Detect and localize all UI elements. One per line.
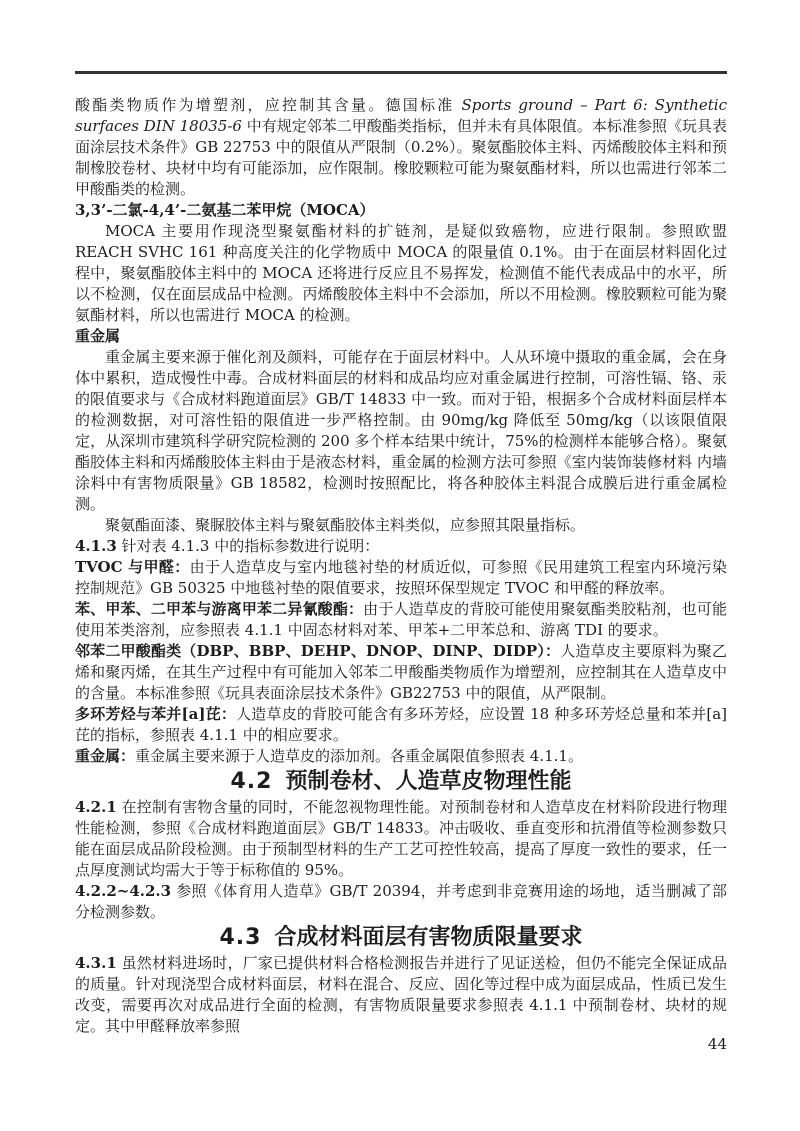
text-run: 由于人造草皮与室内地毯衬垫的材质近似，可参照《民用建筑工程室内环境污染控制规范》GB 50325 中地毯衬垫的限值要求，按照环保型规定 TVOC 和甲醛的释放率。: [75, 558, 727, 597]
paragraph-4-3-1: [75, 953, 727, 1037]
header-rule: [75, 71, 727, 74]
clause-number: 4.2.1: [75, 798, 117, 816]
section-number: 4.2: [230, 769, 273, 794]
section-heading-4-3: [75, 923, 727, 953]
text-run: 人造草皮的背胶可能含有多环芳烃，应设置 18 种多环芳烃总量和苯并[a]芘的指标，参照表 4.1.1 中的相应要求。: [75, 705, 727, 744]
text-run: 虽然材料进场时，厂家已提供材料合格检测报告并进行了见证送检，但仍不能完全保证成品的质量。针对现浇型合成材料面层，材料在混合、反应、固化等过程中成为面层成品，性质已发生改变，需要再次对成品进行全面的检测，有害物质限量要求参照表 4.1.1 中预制卷材、块材的规定。其中甲醛释放率参照: [75, 954, 727, 1035]
document-body: [75, 95, 727, 1037]
text-run: 重金属主要来源于人造草皮的添加剂。各重金属限值参照表 4.1.1。: [135, 747, 583, 765]
term-label: 多环芳烃与苯并[a]芘：: [75, 705, 237, 723]
text-run: 人造草皮主要原料为聚乙烯和聚丙烯，在其生产过程中有可能加入邻苯二甲酸酯类物质作为增塑剂，应控制其在人造草皮中的含量。本标准参照《玩具表面涂层技术条件》GB22753 中的限值，从严限制。: [75, 642, 727, 702]
paragraph-4-2-2: [75, 881, 727, 923]
text-run: 酸酯类物质作为增塑剂，应控制其含量。德国标准: [75, 96, 462, 114]
term-label: 苯、甲苯、二甲苯与游离甲苯二异氰酸酯：: [75, 600, 364, 618]
section-title: 预制卷材、人造草皮物理性能: [285, 769, 572, 794]
text-run-italic-standard-title: Sports ground – Part 6: Synthetic surfaces DIN 18035-6: [75, 96, 727, 135]
text-run: 针对表 4.1.3 中的指标参数进行说明：: [116, 537, 380, 555]
clause-number: 4.2.2~4.2.3: [75, 882, 172, 900]
section-title: 合成材料面层有害物质限量要求: [274, 925, 583, 950]
paragraph-moca: MOCA 主要用作现浇型聚氨酯材料的扩链剂，是疑似致癌物，应进行限制。参照欧盟 REACH SVHC 161 种高度关注的化学物质中 MOCA 的限量值 0.1%。由于在面层材料固化过程中，聚氨酯胶体主料中的 MOCA 还将进行反应且不易挥发，检测值不能代表成品中的水平，所以不检测，仅在面层成品中检测。丙烯酸胶体主料中不会添加，所以不用检测。橡胶颗粒可能为聚氨酯材料，所以也需进行 MOCA 的检测。: [75, 222, 727, 324]
section-heading-4-2: [75, 767, 727, 797]
term-label: 邻苯二甲酸酯类（DBP、BBP、DEHP、DNOP、DINP、DIDP）：: [75, 642, 561, 660]
paragraph-4-2-1: [75, 797, 727, 881]
text-run: 在控制有害物含量的同时，不能忽视物理性能。对预制卷材和人造草皮在材料阶段进行物理性能检测，参照《合成材料跑道面层》GB/T 14833。冲击吸收、垂直变形和抗滑值等检测参数只能在面层成品阶段检测。由于预制型材料的生产工艺可控性较高，提高了厚度一致性的要求，任一点厚度测试均需大于等于标称值的 95%。: [75, 798, 727, 879]
heading-moca: 3,3’-二氯-4,4’-二氨基二苯甲烷（MOCA）: [75, 201, 375, 219]
text-run: 由于人造草皮的背胶可能使用聚氨酯类胶粘剂，也可能使用苯类溶剂，应参照表 4.1.1 中固态材料对苯、甲苯+二甲苯总和、游离 TDI 的要求。: [75, 600, 727, 639]
paragraph-phthalate-types: [75, 641, 727, 704]
clause-number: 4.1.3: [75, 537, 117, 555]
heading-heavy-metals: 重金属: [75, 327, 121, 345]
page-number: 44: [707, 1035, 727, 1053]
term-label: TVOC 与甲醛：: [75, 558, 190, 576]
paragraph-tvoc-formaldehyde: [75, 557, 727, 599]
section-number: 4.3: [219, 925, 262, 950]
paragraph-heavy-metals-2: 聚氨酯面漆、聚脲胶体主料与聚氨酯胶体主料类似，应参照其限量指标。: [105, 516, 586, 534]
paragraph-4-1-3: [75, 536, 727, 557]
paragraph-benzene-toluene: [75, 599, 727, 641]
text-run: 参照《体育用人造草》GB/T 20394，并考虑到非竞赛用途的场地，适当删减了部分检测参数。: [75, 882, 727, 921]
paragraph-pah-benzopyrene: [75, 704, 727, 746]
paragraph-heavy-metals-3: [75, 746, 727, 767]
paragraph-phthalates-continued: [75, 95, 727, 200]
text-run: 中有规定邻苯二甲酸酯类指标，但并未有具体限值。本标准参照《玩具表面涂层技术条件》GB 22753 中的限值从严限制（0.2%）。聚氨酯胶体主料、丙烯酸胶体主料和预制橡胶卷材、块材中均有可能添加，应作限制。橡胶颗粒可能为聚氨酯材料，所以也需进行邻苯二甲酸酯类的检测。: [75, 117, 727, 198]
paragraph-heavy-metals-1: 重金属主要来源于催化剂及颜料，可能存在于面层材料中。人从环境中摄取的重金属，会在身体中累积，造成慢性中毒。合成材料面层的材料和成品均应对重金属进行控制，可溶性镉、铬、汞的限值要求与《合成材料跑道面层》GB/T 14833 中一致。而对于铅，根据多个合成材料面层样本的检测数据，对可溶性铅的限值进一步严格控制。由 90mg/kg 降低至 50mg/kg（以该限值限定，从深圳市建筑科学研究院检测的 200 多个样本结果中统计，75%的检测样本能够合格）。聚氨酯胶体主料和丙烯酸胶体主料由于是液态材料，重金属的检测方法可参照《室内装饰装修材料 内墙涂料中有害物质限量》GB 18582，检测时按照配比，将各种胶体主料混合成膜后进行重金属检测。: [75, 348, 727, 513]
clause-number: 4.3.1: [75, 954, 117, 972]
term-label: 重金属：: [75, 747, 136, 765]
